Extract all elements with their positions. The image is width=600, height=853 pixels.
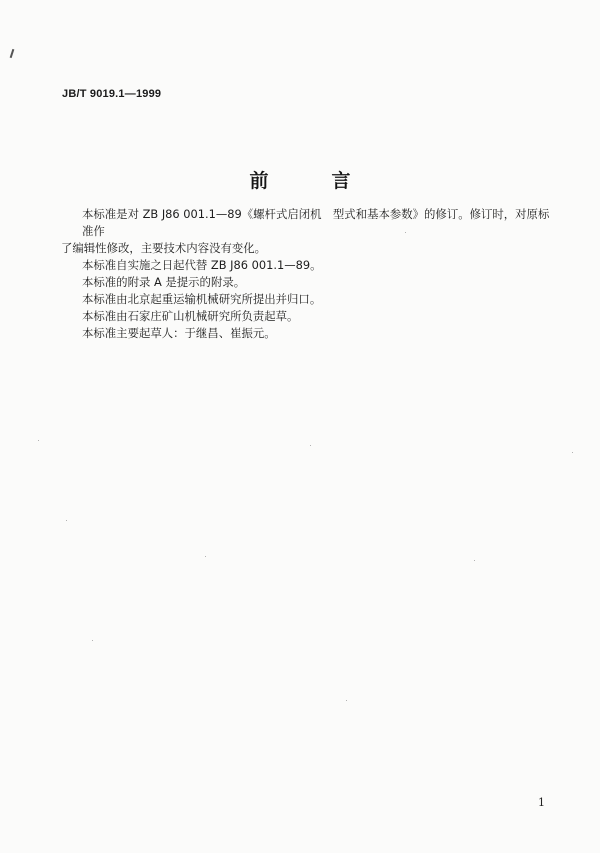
scan-speck [205,556,206,557]
scan-speck [572,452,573,453]
paragraph-drafters: 本标准主要起草人：于继昌、崔振元。 [82,326,276,340]
scan-speck [346,700,347,701]
paragraph-appendix: 本标准的附录 A 是提示的附录。 [82,275,246,289]
scan-speck [474,560,475,561]
paragraph-drafted-by: 本标准由石家庄矿山机械研究所负责起草。 [82,309,299,323]
page-title: 前 言 [249,170,373,192]
scan-speck [405,232,406,233]
paragraph-proposed-by: 本标准由北京起重运输机械研究所提出并归口。 [82,292,322,306]
scan-speck [310,445,311,446]
paragraph-revision: 本标准是对 ZB J86 001.1—89《螺杆式启闭机 型式和基本参数》的修订。修订时，对原标准作 [82,207,550,238]
scan-speck [92,640,93,641]
scan-speck [66,520,67,521]
paragraph-revision-continued: 了编辑性修改，主要技术内容没有变化。 [61,241,267,255]
scan-speck [38,440,39,441]
standard-number: JB/T 9019.1—1999 [62,88,162,100]
paragraph-replaces: 本标准自实施之日起代替 ZB J86 001.1—89。 [82,258,322,272]
scan-mark [10,49,15,58]
preface-body [61,206,552,342]
page-number: 1 [538,796,545,809]
